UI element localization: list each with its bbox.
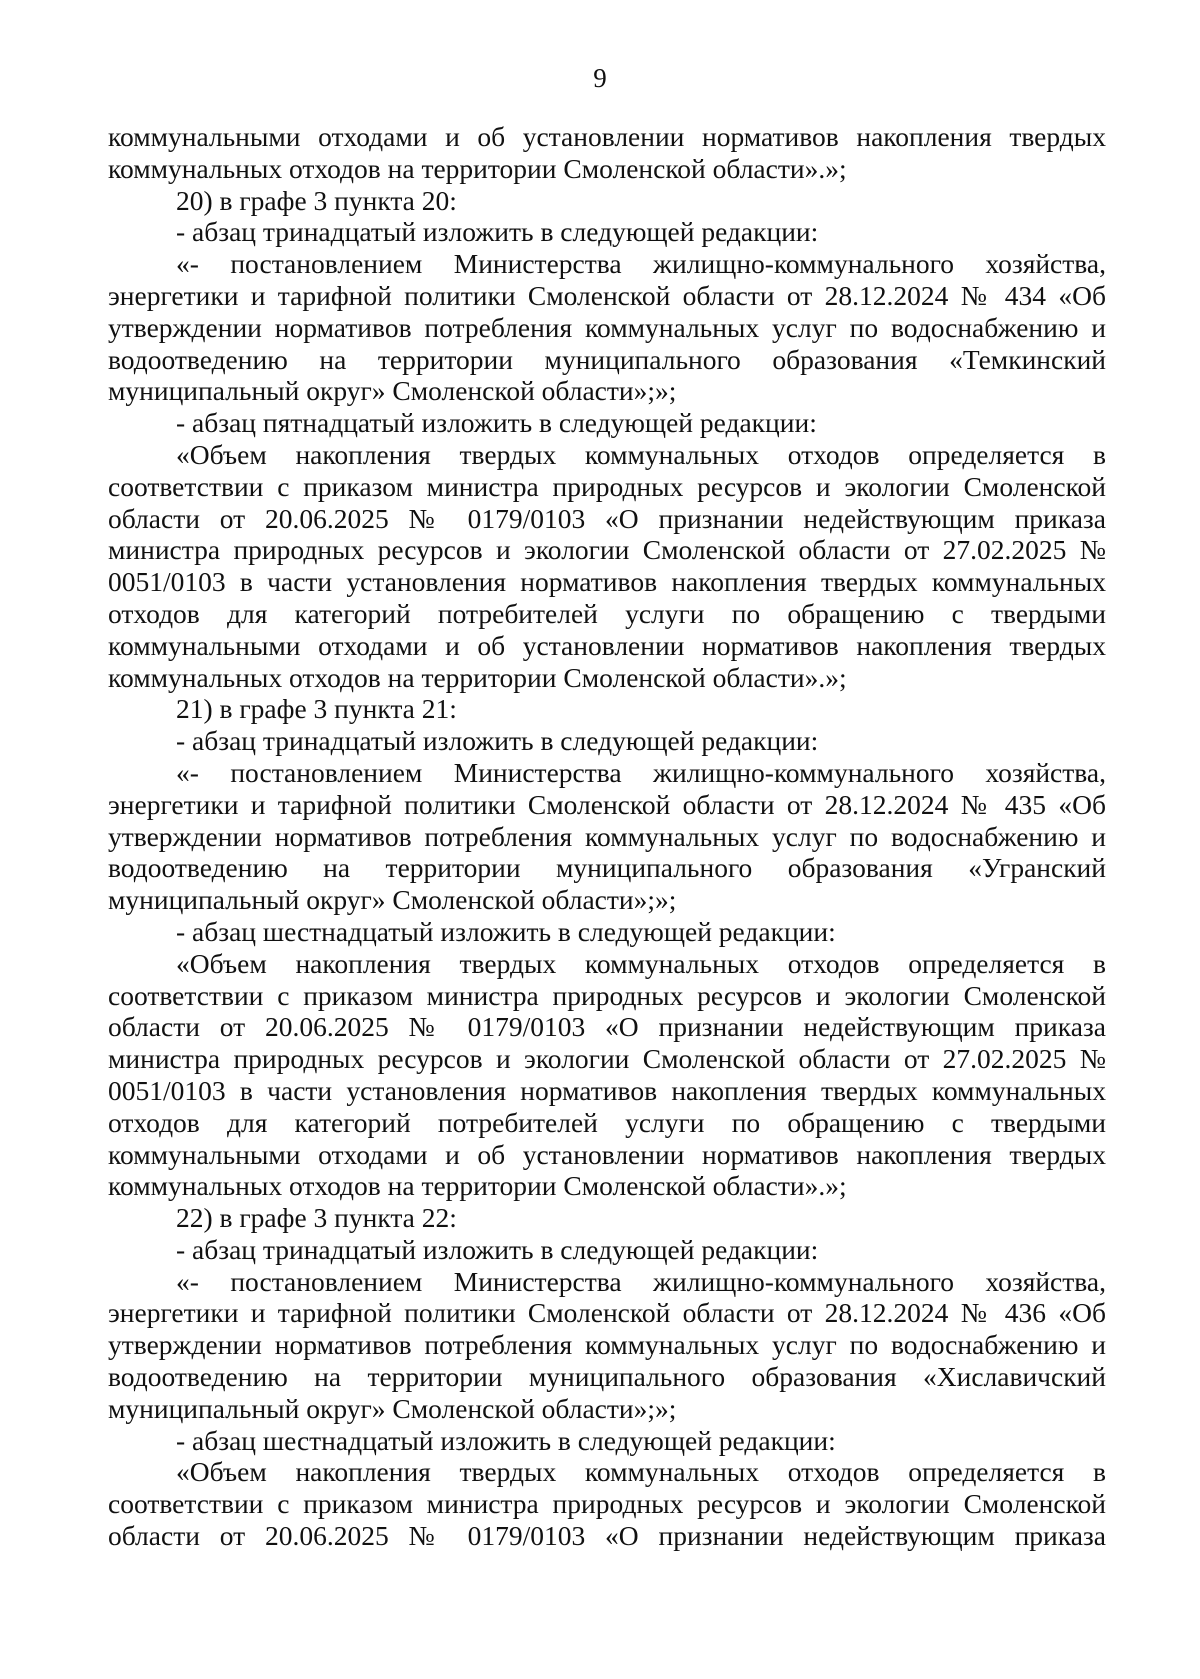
item-21-quote-2: «Объем накопления твердых коммунальных отходов определяется в соответствии с приказом министра природных ресурсов и экологии Смоленской области от 20.06.2025 № 0179/0103 «О признании недействующим приказа министра природных ресурсов и экологии Смоленской области от 27.02.2025 № 0051/0103 в части установления нормативов накопления твердых коммунальных отходов для категорий потребителей услуги по обращению с твердыми коммунальными отходами и об установлении нормативов накопления твердых коммунальных отходов на территории Смоленской области».»;: [108, 947, 1106, 1202]
item-22-instruction-1: - абзац тринадцатый изложить в следующей редакции:: [176, 1233, 819, 1265]
item-22-quote-2: «Объем накопления твердых коммунальных отходов определяется в соответствии с приказом министра природных ресурсов и экологии Смоленской области от 20.06.2025 № 0179/0103 «О признании недействующим приказа: [108, 1456, 1106, 1552]
item-22-instruction-2: - абзац шестнадцатый изложить в следующей редакции:: [176, 1424, 836, 1456]
item-20-quote-2: «Объем накопления твердых коммунальных отходов определяется в соответствии с приказом министра природных ресурсов и экологии Смоленской области от 20.06.2025 № 0179/0103 «О признании недействующим приказа министра природных ресурсов и экологии Смоленской области от 27.02.2025 № 0051/0103 в части установления нормативов накопления твердых коммунальных отходов для категорий потребителей услуги по обращению с твердыми коммунальными отходами и об установлении нормативов накопления твердых коммунальных отходов на территории Смоленской области».»;: [108, 438, 1106, 693]
item-20-instruction-2: - абзац пятнадцатый изложить в следующей редакции:: [176, 407, 817, 439]
item-20-heading: 20) в графе 3 пункта 20:: [176, 184, 457, 216]
item-20-instruction-1: - абзац тринадцатый изложить в следующей редакции:: [176, 216, 819, 248]
page-number: 9: [593, 63, 607, 93]
paragraph-continuation: коммунальными отходами и об установлении нормативов накопления твердых коммунальных отходов на территории Смоленской области».»;: [108, 121, 1106, 184]
item-22-quote-1: «- постановлением Министерства жилищно-коммунального хозяйства, энергетики и тарифной политики Смоленской области от 28.12.2024 № 436 «Об утверждении нормативов потребления коммунальных услуг по водоснабжению и водоотведению на территории муниципального образования «Хиславичский муниципальный округ» Смоленской области»;»;: [108, 1265, 1106, 1424]
item-21-instruction-2: - абзац шестнадцатый изложить в следующей редакции:: [176, 915, 836, 947]
item-20-quote-1: «- постановлением Министерства жилищно-коммунального хозяйства, энергетики и тарифной политики Смоленской области от 28.12.2024 № 434 «Об утверждении нормативов потребления коммунальных услуг по водоснабжению и водоотведению на территории муниципального образования «Темкинский муниципальный округ» Смоленской области»;»;: [108, 248, 1106, 407]
item-21-quote-1: «- постановлением Министерства жилищно-коммунального хозяйства, энергетики и тарифной политики Смоленской области от 28.12.2024 № 435 «Об утверждении нормативов потребления коммунальных услуг по водоснабжению и водоотведению на территории муниципального образования «Угранский муниципальный округ» Смоленской области»;»;: [108, 756, 1106, 916]
item-21-instruction-1: - абзац тринадцатый изложить в следующей редакции:: [176, 725, 819, 757]
item-21-heading: 21) в графе 3 пункта 21:: [176, 693, 457, 725]
item-22-heading: 22) в графе 3 пункта 22:: [176, 1202, 457, 1234]
document-body: [108, 121, 1106, 1552]
